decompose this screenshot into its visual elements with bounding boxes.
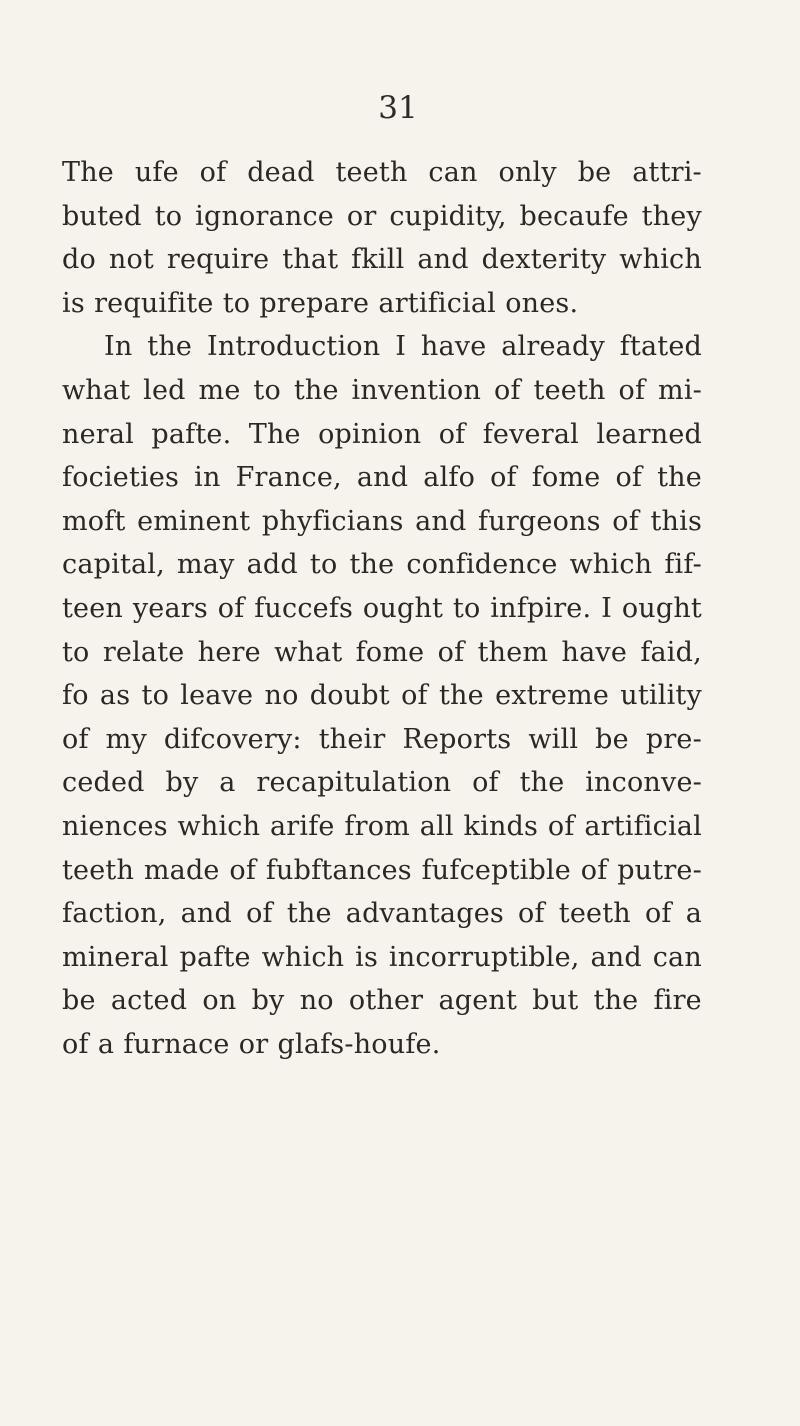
text-line: to relate here what fome of them have faid, bbox=[62, 636, 702, 668]
text-line: is requifite to prepare artificial ones. bbox=[62, 287, 579, 319]
text-line: of a furnace or glafs-houfe. bbox=[62, 1028, 441, 1060]
text-line: do not require that fkill and dexterity which bbox=[62, 244, 702, 276]
text-line: teen years of fuccefs ought to infpire. I ought bbox=[62, 592, 702, 624]
text-line: focieties in France, and alfo of fome of the bbox=[62, 462, 702, 494]
text-line: buted to ignorance or cupidity, becaufe they bbox=[62, 200, 702, 232]
text-line: niences which arife from all kinds of artificial bbox=[62, 810, 702, 842]
text-line: be acted on by no other agent but the fire bbox=[62, 985, 702, 1017]
text-line: ceded by a recapitulation of the inconve- bbox=[62, 767, 702, 799]
text-line: of my difcovery: their Reports will be pre- bbox=[62, 723, 702, 755]
page-number: 31 bbox=[378, 90, 418, 126]
text-line: fo as to leave no doubt of the extreme utility bbox=[62, 680, 702, 712]
text-line: mineral pafte which is incorruptible, and can bbox=[62, 941, 702, 973]
text-line: neral pafte. The opinion of feveral learned bbox=[62, 418, 702, 450]
text-line: capital, may add to the confidence which fif- bbox=[62, 549, 702, 581]
text-line: teeth made of fubftances fufceptible of putre- bbox=[62, 854, 702, 886]
text-line: what led me to the invention of teeth of mi- bbox=[62, 374, 702, 406]
text-line: The ufe of dead teeth can only be attri- bbox=[62, 157, 702, 188]
text-line: moft eminent phyficians and furgeons of this bbox=[62, 505, 702, 537]
text-line: In the Introduction I have already ftated bbox=[104, 331, 702, 363]
body-text bbox=[62, 151, 702, 1066]
text-line: faction, and of the advantages of teeth of a bbox=[62, 898, 702, 930]
